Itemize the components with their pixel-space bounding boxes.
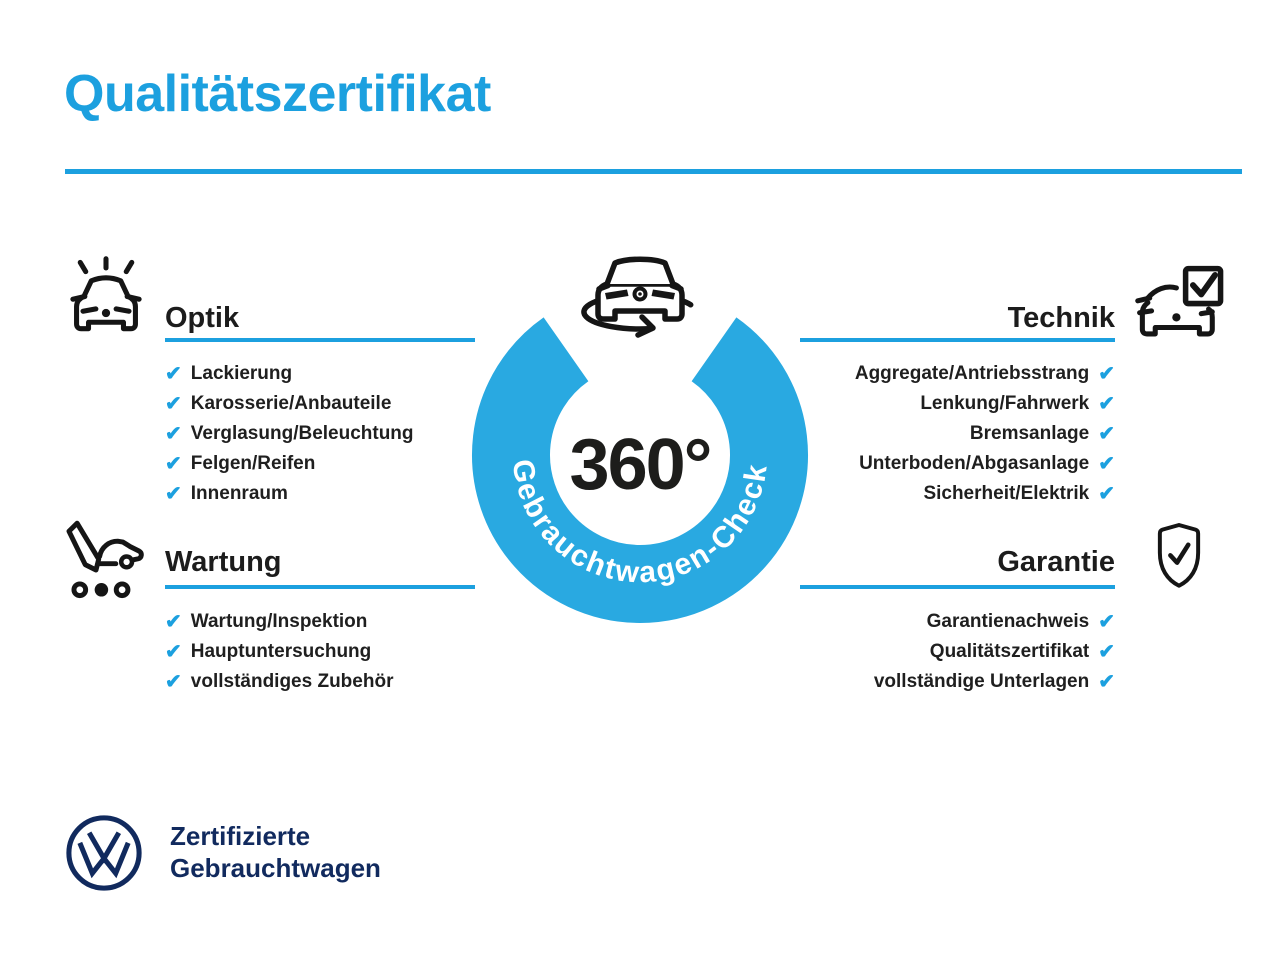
shield-check-icon xyxy=(1146,520,1212,598)
check-icon: ✔ xyxy=(165,363,182,385)
list-item-label: Wartung/Inspektion xyxy=(190,611,368,632)
section-underline xyxy=(800,585,1115,589)
list-item-label: Garantienachweis xyxy=(926,611,1090,632)
check-icon: ✔ xyxy=(1098,363,1115,385)
title-divider xyxy=(65,169,1242,174)
brand-line-2: Gebrauchtwagen xyxy=(170,853,381,883)
check-icon: ✔ xyxy=(165,611,182,633)
list-item xyxy=(165,449,475,479)
check-icon: ✔ xyxy=(1098,393,1115,415)
list-item-label: Qualitätszertifikat xyxy=(929,641,1090,662)
list-item xyxy=(165,607,475,637)
check-icon: ✔ xyxy=(1098,453,1115,475)
check-icon: ✔ xyxy=(165,483,182,505)
list-item-label: Sicherheit/Elektrik xyxy=(923,483,1090,504)
check-icon: ✔ xyxy=(1098,483,1115,505)
check-icon: ✔ xyxy=(165,641,182,663)
optik-list xyxy=(165,359,475,509)
list-item xyxy=(785,389,1115,419)
list-item-label: Lackierung xyxy=(190,363,293,384)
wartung-list xyxy=(165,607,475,697)
technik-list xyxy=(785,359,1115,509)
check-icon: ✔ xyxy=(1098,641,1115,663)
car-rotate-icon xyxy=(563,248,717,366)
list-item xyxy=(785,449,1115,479)
list-item-label: Lenkung/Fahrwerk xyxy=(920,393,1090,414)
list-item xyxy=(165,389,475,419)
list-item-label: Verglasung/Beleuchtung xyxy=(190,423,414,444)
list-item xyxy=(785,419,1115,449)
list-item-label: vollständige Unterlagen xyxy=(873,671,1090,692)
list-item-label: Felgen/Reifen xyxy=(190,453,316,474)
section-heading-optik: Optik xyxy=(165,302,240,334)
list-item-label: Unterboden/Abgasanlage xyxy=(859,453,1090,474)
list-item xyxy=(785,667,1115,697)
degree-label: 360° xyxy=(569,425,711,505)
list-item xyxy=(165,637,475,667)
list-item-label: Karosserie/Anbauteile xyxy=(190,393,392,414)
car-shine-icon xyxy=(60,256,152,348)
check-icon: ✔ xyxy=(165,453,182,475)
list-item xyxy=(165,667,475,697)
car-checkbox-icon xyxy=(1133,264,1229,356)
list-item xyxy=(785,359,1115,389)
check-icon: ✔ xyxy=(1098,611,1115,633)
check-icon: ✔ xyxy=(1098,671,1115,693)
pencil-car-icon xyxy=(60,516,150,606)
ring-label-curved: Gebrauchtwagen-Check xyxy=(505,457,774,590)
list-item-label: vollständiges Zubehör xyxy=(190,671,394,692)
list-item xyxy=(165,359,475,389)
list-item-label: Hauptuntersuchung xyxy=(190,641,372,662)
list-item xyxy=(785,637,1115,667)
section-heading-technik: Technik xyxy=(1007,302,1115,334)
section-heading-wartung: Wartung xyxy=(165,546,282,578)
list-item xyxy=(165,419,475,449)
vw-logo xyxy=(65,814,143,892)
list-item xyxy=(785,607,1115,637)
check-icon: ✔ xyxy=(165,423,182,445)
check-icon: ✔ xyxy=(1098,423,1115,445)
section-heading-garantie: Garantie xyxy=(997,546,1115,578)
brand-line-1: Zertifizierte xyxy=(170,821,311,851)
page-title: Qualitätszertifikat xyxy=(64,65,491,123)
list-item xyxy=(785,479,1115,509)
list-item-label: Bremsanlage xyxy=(969,423,1090,444)
brand-text xyxy=(170,820,381,884)
check-icon: ✔ xyxy=(165,671,182,693)
garantie-list xyxy=(785,607,1115,697)
list-item xyxy=(165,479,475,509)
check-icon: ✔ xyxy=(165,393,182,415)
list-item-label: Innenraum xyxy=(190,483,288,504)
section-underline xyxy=(800,338,1115,342)
section-underline xyxy=(165,338,475,342)
list-item-label: Aggregate/Antriebsstrang xyxy=(854,363,1090,384)
section-underline xyxy=(165,585,475,589)
